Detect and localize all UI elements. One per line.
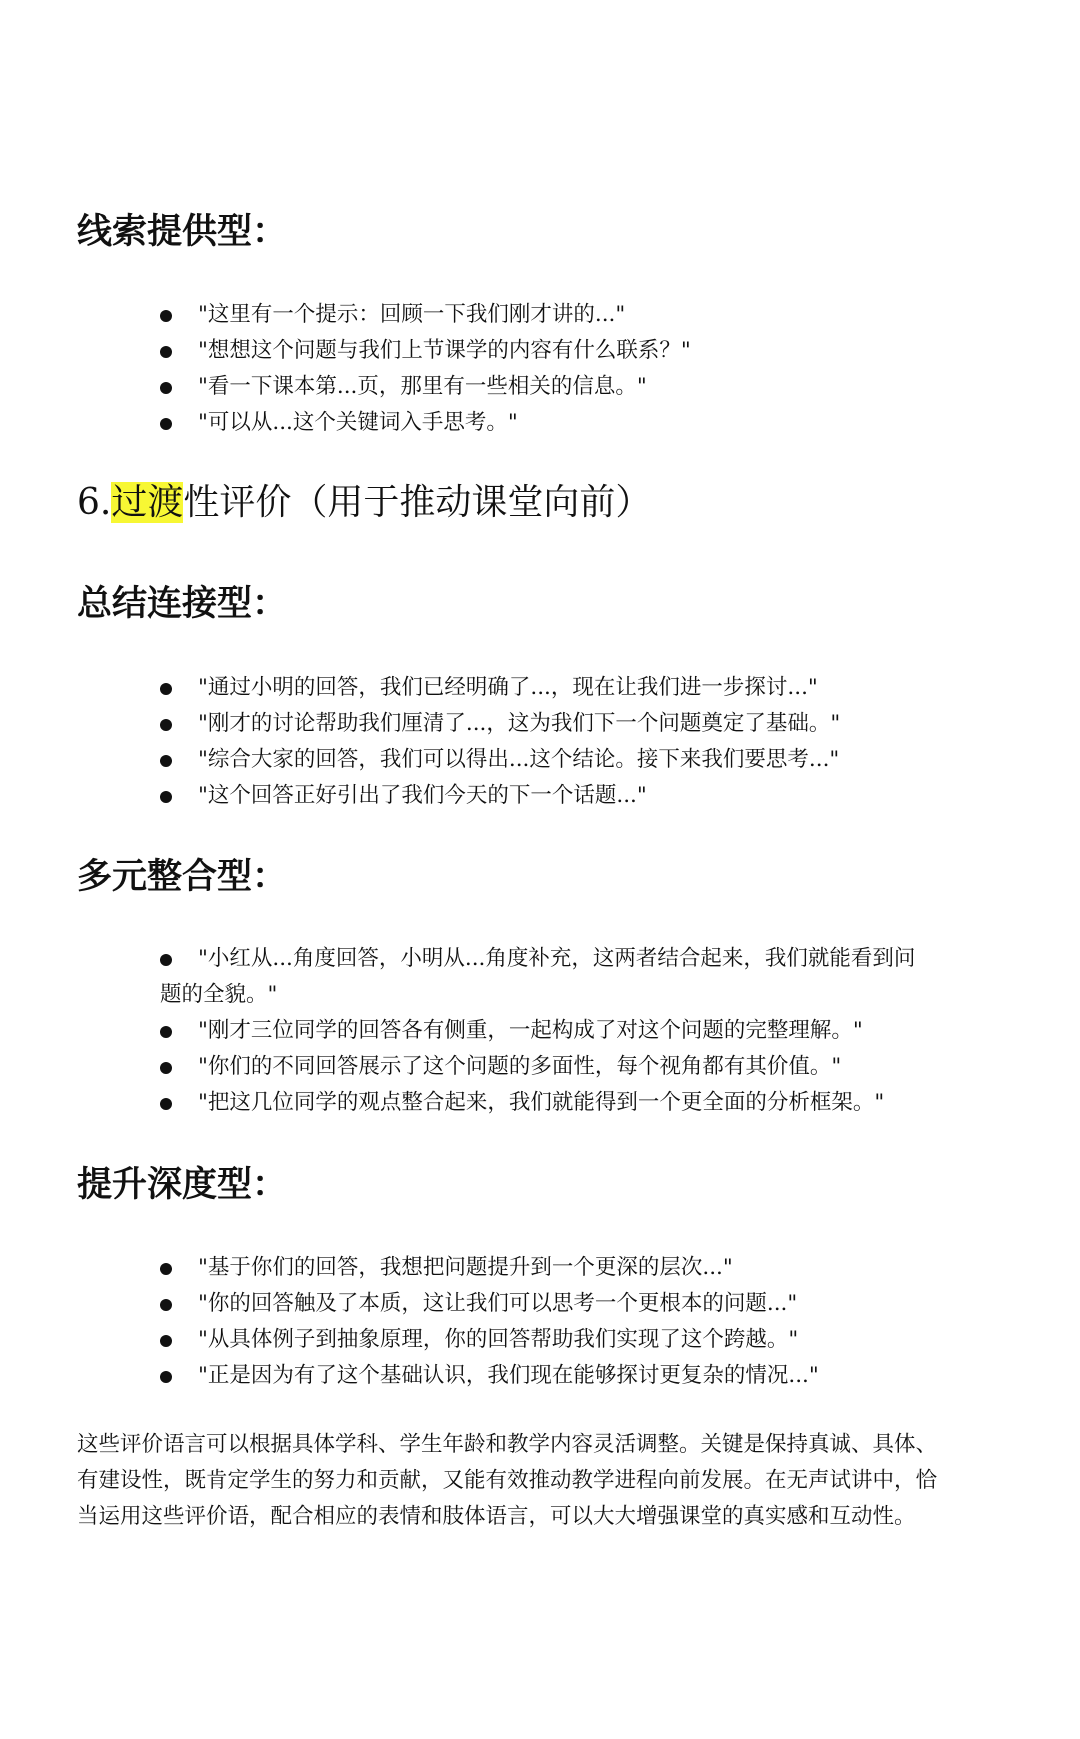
list-item	[0, 1322, 1080, 1358]
highlighted-text: 过渡	[111, 482, 184, 523]
bullet-icon	[160, 1335, 172, 1347]
list-item-text: "想想这个问题与我们上节课学的内容有什么联系？"	[198, 338, 691, 363]
list-item-text: "综合大家的回答，我们可以得出...这个结论。接下来我们要思考..."	[198, 747, 840, 772]
bullet-list-deepen	[0, 1250, 1080, 1394]
list-item-text: "你们的不同回答展示了这个问题的多面性，每个视角都有其价值。"	[198, 1054, 842, 1079]
list-item	[0, 1286, 1080, 1322]
list-item-text: "你的回答触及了本质，这让我们可以思考一个更根本的问题..."	[198, 1291, 798, 1316]
list-item-text: "正是因为有了这个基础认识，我们现在能够探讨更复杂的情况..."	[198, 1363, 819, 1388]
section-heading-deepen: 提升深度型：	[77, 1164, 288, 1205]
list-item	[0, 1085, 1080, 1121]
paragraph-line: 有建设性，既肯定学生的努力和贡献，又能有效推动教学进程向前发展。在无声试讲中，恰	[77, 1468, 938, 1493]
closing-paragraph	[77, 1427, 1022, 1535]
list-item-text-continued: 题的全貌。"	[160, 982, 278, 1007]
list-item	[0, 369, 1080, 405]
bullet-icon	[160, 1098, 172, 1110]
bullet-icon	[160, 719, 172, 731]
list-item-text: "刚才的讨论帮助我们厘清了...，这为我们下一个问题奠定了基础。"	[198, 711, 841, 736]
bullet-icon	[160, 954, 172, 966]
list-item-text: "这里有一个提示：回顾一下我们刚才讲的..."	[198, 302, 626, 327]
list-item	[0, 1250, 1080, 1286]
bullet-icon	[160, 1299, 172, 1311]
section-heading-summary: 总结连接型：	[77, 583, 288, 624]
list-item-text: "从具体例子到抽象原理，你的回答帮助我们实现了这个跨越。"	[198, 1327, 799, 1352]
bullet-list-clue	[0, 297, 1080, 441]
section-heading-integrate: 多元整合型：	[77, 856, 288, 897]
list-item	[0, 742, 1080, 778]
main-heading-number: 6.	[77, 482, 112, 523]
list-item	[0, 670, 1080, 706]
bullet-icon	[160, 1062, 172, 1074]
list-item-text: "通过小明的回答，我们已经明确了...，现在让我们进一步探讨..."	[198, 675, 818, 700]
bullet-icon	[160, 683, 172, 695]
list-item-text: "基于你们的回答，我想把问题提升到一个更深的层次..."	[198, 1255, 733, 1280]
bullet-icon	[160, 1026, 172, 1038]
list-item-text: "看一下课本第...页，那里有一些相关的信息。"	[198, 374, 647, 399]
list-item	[0, 405, 1080, 441]
bullet-icon	[160, 755, 172, 767]
list-item-text: "这个回答正好引出了我们今天的下一个话题..."	[198, 783, 647, 808]
bullet-list-integrate	[0, 941, 1080, 1121]
main-heading	[77, 481, 651, 525]
main-heading-rest: 性评价（用于推动课堂向前）	[183, 482, 652, 523]
list-item	[0, 706, 1080, 742]
list-item	[0, 1358, 1080, 1394]
list-item-text: "刚才三位同学的回答各有侧重，一起构成了对这个问题的完整理解。"	[198, 1018, 863, 1043]
list-item-text: "小红从...角度回答，小明从...角度补充，这两者结合起来，我们就能看到问	[198, 946, 916, 971]
bullet-icon	[160, 1263, 172, 1275]
list-item	[0, 1013, 1080, 1049]
list-item	[0, 1049, 1080, 1085]
list-item	[0, 778, 1080, 814]
list-item-text: "可以从...这个关键词入手思考。"	[198, 410, 518, 435]
list-item	[0, 941, 1080, 1013]
paragraph-line: 当运用这些评价语，配合相应的表情和肢体语言，可以大大增强课堂的真实感和互动性。	[77, 1504, 916, 1529]
bullet-icon	[160, 1371, 172, 1383]
list-item	[0, 333, 1080, 369]
list-item	[0, 297, 1080, 333]
bullet-icon	[160, 382, 172, 394]
bullet-icon	[160, 346, 172, 358]
list-item-text: "把这几位同学的观点整合起来，我们就能得到一个更全面的分析框架。"	[198, 1090, 885, 1115]
bullet-icon	[160, 418, 172, 430]
paragraph-line: 这些评价语言可以根据具体学科、学生年龄和教学内容灵活调整。关键是保持真诚、具体、	[77, 1432, 938, 1457]
bullet-icon	[160, 791, 172, 803]
bullet-icon	[160, 310, 172, 322]
bullet-list-summary	[0, 670, 1080, 814]
section-heading-clue: 线索提供型：	[77, 211, 288, 252]
